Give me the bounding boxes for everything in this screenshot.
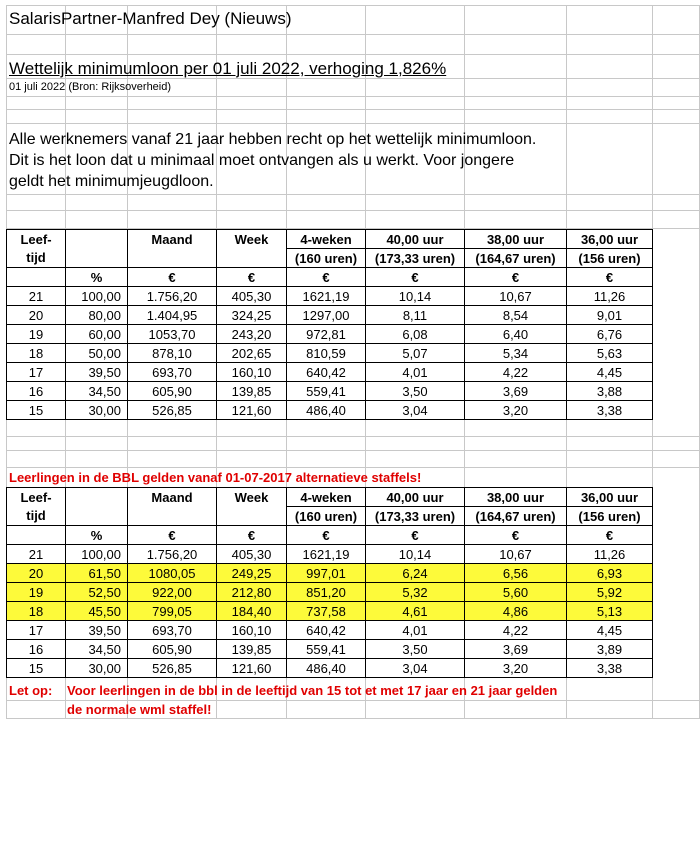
age-header-2: tijd	[7, 249, 66, 268]
intro-line-1: Alle werknemers vanaf 21 jaar hebben recht op het wettelijk minimumloon.	[9, 131, 537, 148]
table-cell: 10,14	[366, 545, 465, 564]
gridline-horizontal	[6, 109, 699, 110]
h40-sub: (173,33 uren)	[366, 249, 465, 268]
table-cell: 39,50	[66, 363, 128, 382]
table-row	[7, 564, 653, 583]
euro-unit: €	[287, 268, 366, 287]
table-cell: 20	[7, 564, 66, 583]
table-cell: 21	[7, 545, 66, 564]
intro-line-3: geldt het minimumjeugdloon.	[9, 173, 214, 190]
h36-sub: (156 uren)	[567, 507, 653, 526]
table-cell: 324,25	[217, 306, 287, 325]
table-cell: 202,65	[217, 344, 287, 363]
blank	[217, 507, 287, 526]
bbl-warning-heading: Leerlingen in de BBL gelden vanaf 01-07-2017 alternatieve staffels!	[9, 470, 422, 485]
table-cell: 61,50	[66, 564, 128, 583]
table-cell: 486,40	[287, 659, 366, 678]
table-row	[7, 344, 653, 363]
table-cell: 10,67	[465, 545, 567, 564]
table-cell: 8,54	[465, 306, 567, 325]
euro-unit: €	[128, 268, 217, 287]
table-cell: 1297,00	[287, 306, 366, 325]
table-cell: 6,24	[366, 564, 465, 583]
table-cell: 184,40	[217, 602, 287, 621]
table-cell: 34,50	[66, 382, 128, 401]
age-header-2: tijd	[7, 507, 66, 526]
table-cell: 121,60	[217, 659, 287, 678]
table-cell: 6,93	[567, 564, 653, 583]
note-line-2: de normale wml staffel!	[67, 702, 212, 717]
table-cell: 30,00	[66, 401, 128, 420]
blank	[66, 507, 128, 526]
gridline-horizontal	[6, 700, 699, 701]
euro-unit: €	[465, 268, 567, 287]
h40-sub: (173,33 uren)	[366, 507, 465, 526]
table-cell: 6,08	[366, 325, 465, 344]
table-cell: 45,50	[66, 602, 128, 621]
table-cell: 160,10	[217, 363, 287, 382]
table-row	[7, 306, 653, 325]
table-cell: 997,01	[287, 564, 366, 583]
table-cell: 1.756,20	[128, 287, 217, 306]
gridline-horizontal	[6, 78, 699, 79]
euro-unit: €	[366, 526, 465, 545]
table-cell: 34,50	[66, 640, 128, 659]
table-cell: 693,70	[128, 621, 217, 640]
table-row	[7, 640, 653, 659]
table-cell: 121,60	[217, 401, 287, 420]
table-cell: 605,90	[128, 640, 217, 659]
table-cell: 3,38	[567, 659, 653, 678]
note-line-1: Voor leerlingen in de bbl in de leeftijd van 15 tot et met 17 jaar en 21 jaar gelden	[67, 683, 558, 698]
table-cell: 810,59	[287, 344, 366, 363]
pct-unit: %	[66, 268, 128, 287]
table-cell: 4,45	[567, 363, 653, 382]
table-cell: 3,20	[465, 659, 567, 678]
euro-unit: €	[217, 526, 287, 545]
h36-header: 36,00 uur	[567, 488, 653, 507]
table-row	[7, 621, 653, 640]
table-cell: 243,20	[217, 325, 287, 344]
table-cell: 249,25	[217, 564, 287, 583]
h38-sub: (164,67 uren)	[465, 507, 567, 526]
week-header: Week	[217, 488, 287, 507]
table-cell: 100,00	[66, 545, 128, 564]
table-cell: 18	[7, 602, 66, 621]
fourweeks-sub: (160 uren)	[287, 249, 366, 268]
table-cell: 3,69	[465, 640, 567, 659]
table-cell: 4,01	[366, 621, 465, 640]
table-cell: 405,30	[217, 287, 287, 306]
table-cell: 6,40	[465, 325, 567, 344]
table-cell: 19	[7, 325, 66, 344]
h36-sub: (156 uren)	[567, 249, 653, 268]
table-cell: 10,14	[366, 287, 465, 306]
blank	[66, 249, 128, 268]
table-cell: 21	[7, 287, 66, 306]
week-header: Week	[217, 230, 287, 249]
source-note: 01 juli 2022 (Bron: Rijksoverheid)	[9, 81, 172, 93]
table-cell: 80,00	[66, 306, 128, 325]
table-cell: 4,22	[465, 621, 567, 640]
age-header: Leef-	[7, 488, 66, 507]
table-cell: 878,10	[128, 344, 217, 363]
gridline-horizontal	[6, 194, 699, 195]
table-cell: 5,34	[465, 344, 567, 363]
table-cell: 559,41	[287, 640, 366, 659]
table-row	[7, 545, 653, 564]
minimum-wage-table	[6, 229, 653, 420]
h40-header: 40,00 uur	[366, 230, 465, 249]
table-cell: 737,58	[287, 602, 366, 621]
table-cell: 3,04	[366, 659, 465, 678]
table-cell: 526,85	[128, 401, 217, 420]
blank	[128, 249, 217, 268]
table-cell: 640,42	[287, 363, 366, 382]
table-cell: 9,01	[567, 306, 653, 325]
fourweeks-header: 4-weken	[287, 230, 366, 249]
table-cell: 39,50	[66, 621, 128, 640]
table-cell: 20	[7, 306, 66, 325]
table-cell: 5,60	[465, 583, 567, 602]
h36-header: 36,00 uur	[567, 230, 653, 249]
table-cell: 19	[7, 583, 66, 602]
euro-unit: €	[567, 526, 653, 545]
gridline-horizontal	[6, 210, 699, 211]
table-cell: 4,86	[465, 602, 567, 621]
blank	[7, 526, 66, 545]
euro-unit: €	[366, 268, 465, 287]
h38-sub: (164,67 uren)	[465, 249, 567, 268]
table-cell: 15	[7, 659, 66, 678]
table-cell: 1621,19	[287, 545, 366, 564]
euro-unit: €	[567, 268, 653, 287]
table-cell: 5,13	[567, 602, 653, 621]
table-cell: 5,63	[567, 344, 653, 363]
table-cell: 486,40	[287, 401, 366, 420]
month-header: Maand	[128, 230, 217, 249]
blank	[7, 268, 66, 287]
table-cell: 139,85	[217, 640, 287, 659]
gridline-horizontal	[6, 436, 699, 437]
table-cell: 17	[7, 621, 66, 640]
table-cell: 17	[7, 363, 66, 382]
table-cell: 526,85	[128, 659, 217, 678]
table-cell: 5,32	[366, 583, 465, 602]
table-cell: 8,11	[366, 306, 465, 325]
table-cell: 160,10	[217, 621, 287, 640]
table-cell: 18	[7, 344, 66, 363]
table-cell: 100,00	[66, 287, 128, 306]
fourweeks-sub: (160 uren)	[287, 507, 366, 526]
blank	[217, 249, 287, 268]
table-cell: 52,50	[66, 583, 128, 602]
table-cell: 11,26	[567, 287, 653, 306]
sheet-title: SalarisPartner-Manfred Dey (Nieuws)	[9, 9, 292, 28]
table-cell: 16	[7, 382, 66, 401]
table-cell: 6,56	[465, 564, 567, 583]
table-cell: 693,70	[128, 363, 217, 382]
table-cell: 799,05	[128, 602, 217, 621]
table-cell: 3,69	[465, 382, 567, 401]
table-cell: 212,80	[217, 583, 287, 602]
gridline-horizontal	[6, 718, 699, 719]
table-cell: 3,38	[567, 401, 653, 420]
gridline-horizontal	[6, 123, 699, 124]
pct-header-blank	[66, 230, 128, 249]
euro-unit: €	[287, 526, 366, 545]
gridline-horizontal	[6, 450, 699, 451]
table-cell: 16	[7, 640, 66, 659]
table-cell: 11,26	[567, 545, 653, 564]
table-cell: 30,00	[66, 659, 128, 678]
sheet-subtitle: Wettelijk minimumloon per 01 juli 2022, verhoging 1,826%	[9, 59, 447, 78]
table-cell: 4,61	[366, 602, 465, 621]
table-cell: 3,88	[567, 382, 653, 401]
gridline-horizontal	[6, 467, 699, 468]
table-cell: 3,50	[366, 640, 465, 659]
table-row	[7, 583, 653, 602]
table-cell: 4,45	[567, 621, 653, 640]
table-cell: 922,00	[128, 583, 217, 602]
table-row	[7, 325, 653, 344]
intro-line-2: Dit is het loon dat u minimaal moet ontvangen als u werkt. Voor jongere	[9, 152, 515, 169]
table-row	[7, 602, 653, 621]
table-cell: 3,04	[366, 401, 465, 420]
table-row	[7, 382, 653, 401]
gridline-horizontal	[6, 5, 699, 6]
table-cell: 1.404,95	[128, 306, 217, 325]
h40-header: 40,00 uur	[366, 488, 465, 507]
gridline-horizontal	[6, 34, 699, 35]
note-label: Let op:	[9, 683, 53, 698]
table-cell: 5,92	[567, 583, 653, 602]
h38-header: 38,00 uur	[465, 230, 567, 249]
table-cell: 605,90	[128, 382, 217, 401]
table-cell: 5,07	[366, 344, 465, 363]
table-cell: 139,85	[217, 382, 287, 401]
euro-unit: €	[465, 526, 567, 545]
table-cell: 3,89	[567, 640, 653, 659]
gridline-horizontal	[6, 96, 699, 97]
table-cell: 4,01	[366, 363, 465, 382]
table-cell: 1053,70	[128, 325, 217, 344]
table-row	[7, 363, 653, 382]
table-cell: 972,81	[287, 325, 366, 344]
table-cell: 60,00	[66, 325, 128, 344]
table-cell: 6,76	[567, 325, 653, 344]
table-row	[7, 659, 653, 678]
table-cell: 3,20	[465, 401, 567, 420]
month-header: Maand	[128, 488, 217, 507]
table-row	[7, 401, 653, 420]
fourweeks-header: 4-weken	[287, 488, 366, 507]
table-cell: 10,67	[465, 287, 567, 306]
table-cell: 559,41	[287, 382, 366, 401]
euro-unit: €	[217, 268, 287, 287]
table-cell: 50,00	[66, 344, 128, 363]
table-row	[7, 287, 653, 306]
table-cell: 405,30	[217, 545, 287, 564]
table-cell: 15	[7, 401, 66, 420]
table-cell: 4,22	[465, 363, 567, 382]
pct-unit: %	[66, 526, 128, 545]
table-cell: 851,20	[287, 583, 366, 602]
gridline-horizontal	[6, 54, 699, 55]
blank	[128, 507, 217, 526]
age-header: Leef-	[7, 230, 66, 249]
pct-header-blank	[66, 488, 128, 507]
table-cell: 3,50	[366, 382, 465, 401]
euro-unit: €	[128, 526, 217, 545]
table-cell: 1621,19	[287, 287, 366, 306]
table-cell: 1.756,20	[128, 545, 217, 564]
table-cell: 1080,05	[128, 564, 217, 583]
table-cell: 640,42	[287, 621, 366, 640]
h38-header: 38,00 uur	[465, 488, 567, 507]
bbl-wage-table	[6, 487, 653, 678]
